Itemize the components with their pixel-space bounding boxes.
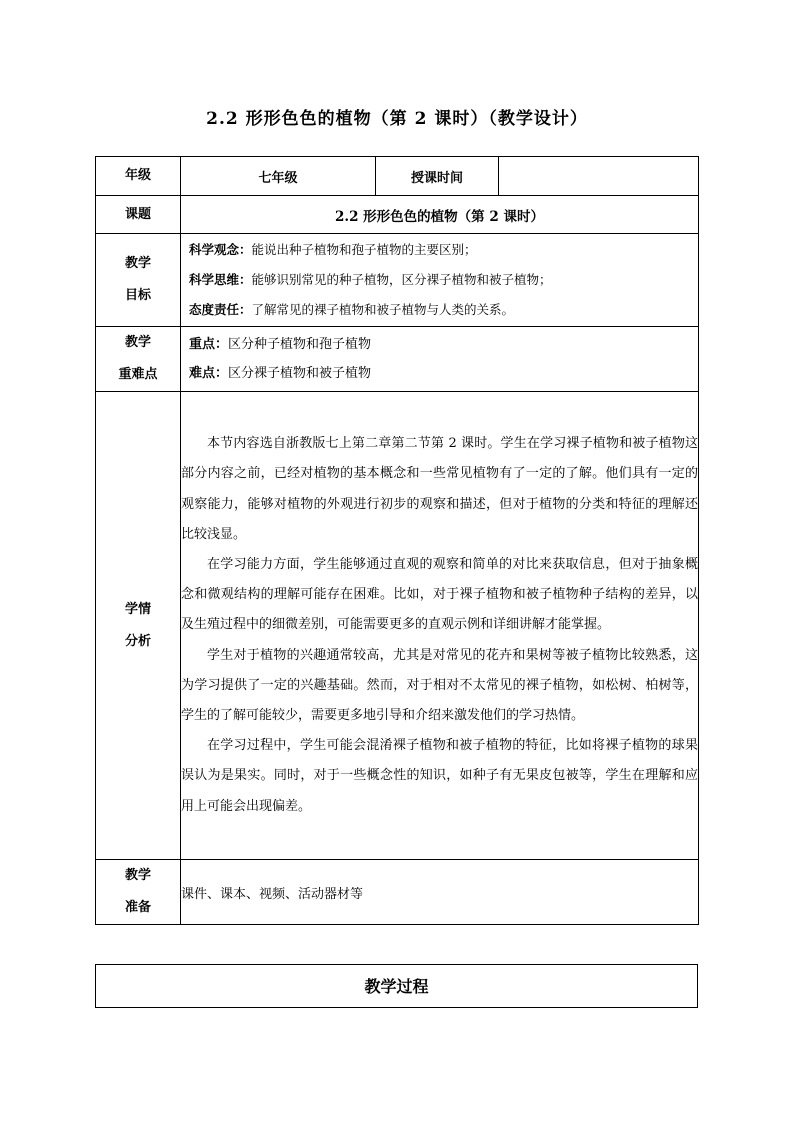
grade-label: 年级	[96, 157, 181, 196]
goals-label-line2: 目标	[124, 288, 151, 303]
document-title: 2.2 形形色色的植物（第 2 课时）（教学设计）	[206, 109, 588, 129]
prep-content: 课件、课本、视频、活动器材等	[181, 860, 699, 925]
goals-row	[96, 234, 699, 327]
topic-label: 课题	[96, 196, 181, 234]
analysis-label-line1: 学情	[124, 601, 151, 617]
goal-item: 科学思维：能够识别常见的种子植物，区分裸子植物和被子植物；	[189, 272, 552, 287]
topic-row	[96, 196, 699, 234]
prep-label	[96, 860, 181, 925]
analysis-content	[181, 392, 699, 860]
teaching-process-heading: 教学过程	[95, 964, 698, 1008]
analysis-paragraph: 在学习能力方面，学生能够通过直观的观察和简单的对比来获取信息，但对于抽象概念和微观结构的理解可能存在困难。比如，对于裸子植物和被子植物种子结构的差异，以及生殖过程中的细微差别，可能需要更多的直观示例和详细讲解才能掌握。	[181, 556, 698, 633]
analysis-paragraph: 学生对于植物的兴趣通常较高，尤其是对常见的花卉和果树等被子植物比较熟悉，这为学习提供了一定的兴趣基础。然而，对于相对不太常见的裸子植物，如松树、柏树等，学生的了解可能较少，需要更多地引导和介绍来激发他们的学习热情。	[181, 647, 698, 723]
keypoints-label-line1: 教学	[124, 335, 151, 350]
goal-item: 科学观念：能说出种子植物和孢子植物的主要区别；	[189, 242, 477, 257]
goals-label	[96, 234, 181, 327]
keypoint-item: 难点：区分裸子植物和被子植物	[189, 366, 372, 381]
analysis-label	[96, 392, 181, 860]
prep-label-line2: 准备	[124, 900, 151, 915]
topic-value: 2.2 形形色色的植物（第 2 课时）	[181, 196, 699, 234]
analysis-label-line2: 分析	[124, 633, 151, 649]
analysis-paragraph: 在学习过程中，学生可能会混淆裸子植物和被子植物的特征，比如将裸子植物的球果误认为是果实。同时，对于一些概念性的知识，如种子有无果皮包被等，学生在理解和应用上可能会出现偏差。	[181, 738, 698, 814]
analysis-row	[96, 392, 699, 860]
grade-row	[96, 157, 699, 196]
lesson-plan-table	[95, 156, 699, 925]
class-time-value	[499, 157, 699, 196]
goals-content	[181, 234, 699, 327]
analysis-paragraph: 本节内容选自浙教版七上第二章第二节第 2 课时。学生在学习裸子植物和被子植物这部分内容之前，已经对植物的基本概念和一些常见植物有了一定的了解。他们具有一定的观察能力，能够对植物的外观进行初步的观察和描述，但对于植物的分类和特征的理解还比较浅显。	[181, 436, 698, 542]
grade-value: 七年级	[181, 157, 376, 196]
prep-label-line1: 教学	[124, 868, 151, 883]
keypoints-label	[96, 327, 181, 392]
keypoint-item: 重点：区分种子植物和孢子植物	[189, 337, 372, 352]
goals-label-line1: 教学	[124, 256, 151, 271]
goal-item: 态度责任：了解常见的裸子植物和被子植物与人类的关系。	[189, 302, 515, 317]
prep-row	[96, 860, 699, 925]
keypoints-label-line2: 重难点	[118, 367, 158, 382]
keypoints-row	[96, 327, 699, 392]
class-time-label: 授课时间	[376, 157, 499, 196]
keypoints-content	[181, 327, 699, 392]
